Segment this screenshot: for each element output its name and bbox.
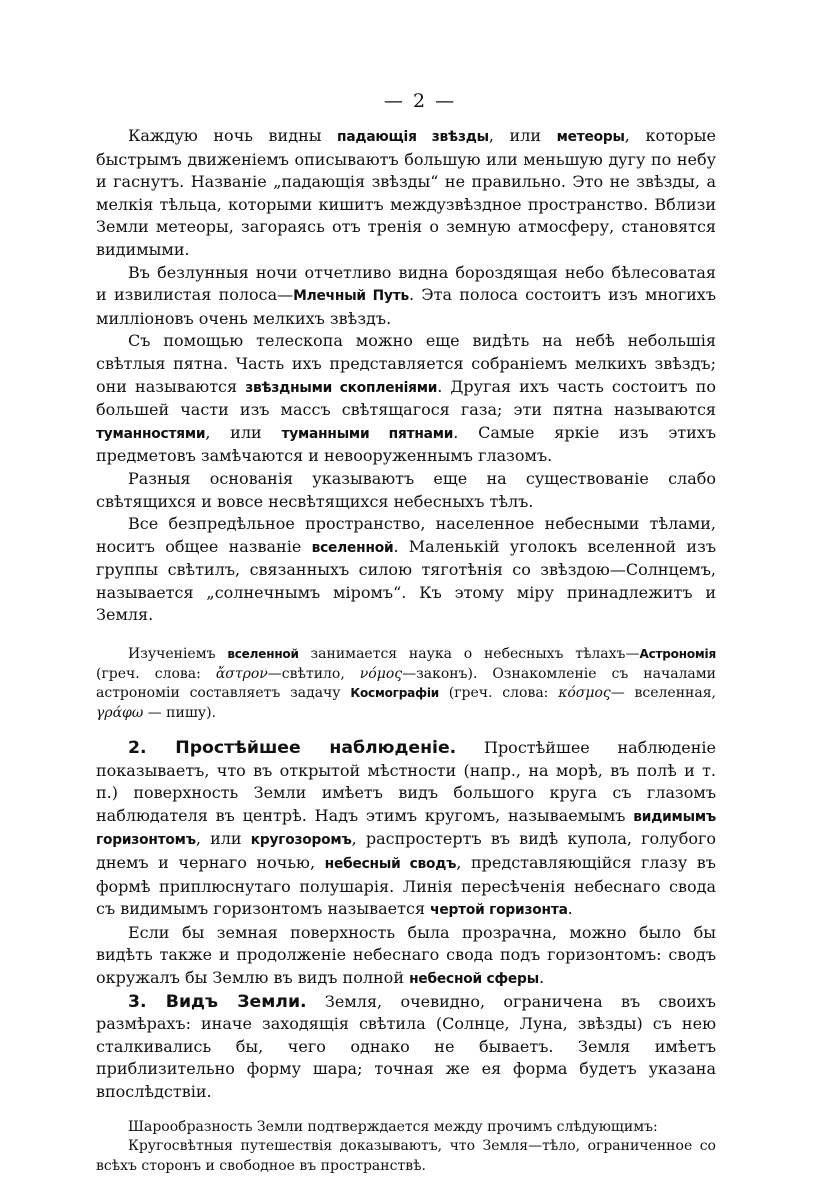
- note-astronomy: [96, 645, 716, 723]
- term-celestial-sphere: небесной сферы: [409, 971, 539, 987]
- greek-kosmos: κόσμος: [558, 685, 611, 702]
- paragraph-universe: Все безпредѣльное пространство, населенное небесными тѣлами, носитъ общее названіе вселенной. Маленькій уголокъ вселенной изъ группы свѣтилъ, связанныхъ силою тяготѣнія со звѣздою—Солнцемъ, называется „солнечнымъ міромъ“. Къ этому міру принадлежитъ и Земля.: [96, 514, 716, 625]
- paragraph-milky-way: Въ безлунныя ночи отчетливо видна бороздящая небо бѣлесоватая и извилистая полоса—Млечный Путь. Эта полоса состоитъ изъ многихъ милліоновъ очень мелкихъ звѣздъ.: [96, 262, 717, 328]
- term-milky-way: Млечный Путь: [293, 288, 409, 305]
- greek-grapho: γράφω: [96, 704, 144, 721]
- section-heading-2: 2. Простѣйшее наблюденіе.: [128, 738, 457, 759]
- term-astronomy: Астрономія: [639, 647, 717, 662]
- paragraph-dark-bodies: Разныя основанія указываютъ еще на существованіе слабо свѣтящихся и вовсе несвѣтящихся небесныхъ тѣлъ.: [96, 468, 716, 511]
- term-celestial-vault: небесный сводъ: [324, 856, 457, 873]
- paragraph-circumnavigation: Кругосвѣтныя путешествія доказываютъ, что Земля—тѣло, ограниченное со всѣхъ сторонъ и свободное въ пространствѣ.: [96, 1138, 716, 1174]
- term-visible-horizon: видимымъ горизонтомъ: [96, 808, 716, 849]
- section-heading-3: 3. Видъ Земли.: [128, 991, 307, 1012]
- paragraph-astronomy-definition: Изученіемъ вселенной занимается наука о небесныхъ тѣлахъ—Астрономія (греч. слова: ἄστρον—свѣтило, νόμος—законъ). Ознакомленіе съ началами астрономіи составляетъ задачу Космографіи (греч. слова: κόσμος— вселенная, γράφω — пишу).: [96, 646, 717, 721]
- greek-astron: ἄστρον: [215, 665, 268, 682]
- paragraph-horizon: 2. Простѣйшее наблюденіе. Простѣйшее наблюденіе показываетъ, что въ открытой мѣстности (напр., на морѣ, въ полѣ и т. п.) поверхность Земли имѣетъ видъ большого круга съ глазомъ наблюдателя въ центрѣ. Надъ этимъ кругомъ, называемымъ видимымъ горизонтомъ, или кругозоромъ, распростертъ въ видѣ купола, голубого днемъ и чернаго ночью, небесный сводъ, представляющійся глазу въ формѣ приплюснутаго полушарія. Линія пересѣченія небеснаго свода съ видимымъ горизонтомъ называется чертой горизонта.: [96, 738, 716, 919]
- term-nebulous-spots: туманными пятнами: [281, 425, 454, 442]
- term-star-clusters: звѣздными скопленіями: [245, 379, 438, 396]
- paragraph-sphericity: Шарообразность Земли подтверждается между прочимъ слѣдующимъ:: [128, 1118, 658, 1135]
- paragraph-earth-shape: 3. Видъ Земли. Земля, очевидно, ограничена въ своихъ размѣрахъ: иначе заходящія свѣтила (Солнце, Луна, звѣзды) съ нею сталкивались бы, чего однако не бываетъ. Земля имѣетъ приблизительно форму шара; точная же ея форма будетъ указана впослѣдствіи.: [96, 991, 716, 1101]
- note-sphericity: [96, 1118, 716, 1177]
- page-content: [96, 125, 716, 1176]
- term-nebulae: туманностями: [96, 425, 206, 442]
- paragraph-celestial-sphere: Если бы земная поверхность была прозрачна, можно было бы видѣть также и продолженіе небеснаго свода подъ горизонтомъ: сводъ окружалъ бы Землю въ видъ полной небесной сферы.: [96, 922, 716, 987]
- term-meteors: метеоры: [556, 129, 625, 145]
- paragraph-meteors: Каждую ночь видны падающія звѣзды, или метеоры, которые быстрымъ движеніемъ описываютъ большую или меньшую дугу по небу и гаснутъ. Названіе „падающія звѣзды“ не правильно. Это не звѣзды, а мелкія тѣльца, которыми кишитъ междузвѣздное пространство. Вблизи Земли метеоры, загораясь отъ тренія о земную атмосферу, становятся видимыми.: [96, 126, 717, 259]
- term-universe-2: вселенной: [227, 647, 299, 662]
- term-falling-stars: падающія звѣзды: [337, 129, 489, 145]
- greek-nomos: νόμος: [359, 665, 403, 682]
- page-number: — 2 —: [383, 90, 457, 112]
- section-earth-shape: [96, 991, 716, 1104]
- intro-section: [96, 125, 716, 627]
- paragraph-nebulae: Съ помощью телескопа можно еще видѣть на небѣ небольшія свѣтлыя пятна. Часть ихъ представляется собраніемъ мелкихъ звѣздъ; они называются звѣздными скопленіями. Другая ихъ часть состоитъ по большей части изъ массъ свѣтящагося газа; эти пятна называются туманностями, или туманными пятнами. Самые яркіе изъ этихъ предметовъ замѣчаются и невооруженнымъ глазомъ.: [96, 331, 716, 466]
- term-horizon-line: чертой горизонта: [430, 902, 568, 919]
- term-cosmography: Космографіи: [350, 686, 439, 701]
- term-kругозор: кругозоромъ: [250, 832, 352, 849]
- term-universe: вселенной: [311, 539, 394, 556]
- section-simplest-observation: [96, 737, 716, 991]
